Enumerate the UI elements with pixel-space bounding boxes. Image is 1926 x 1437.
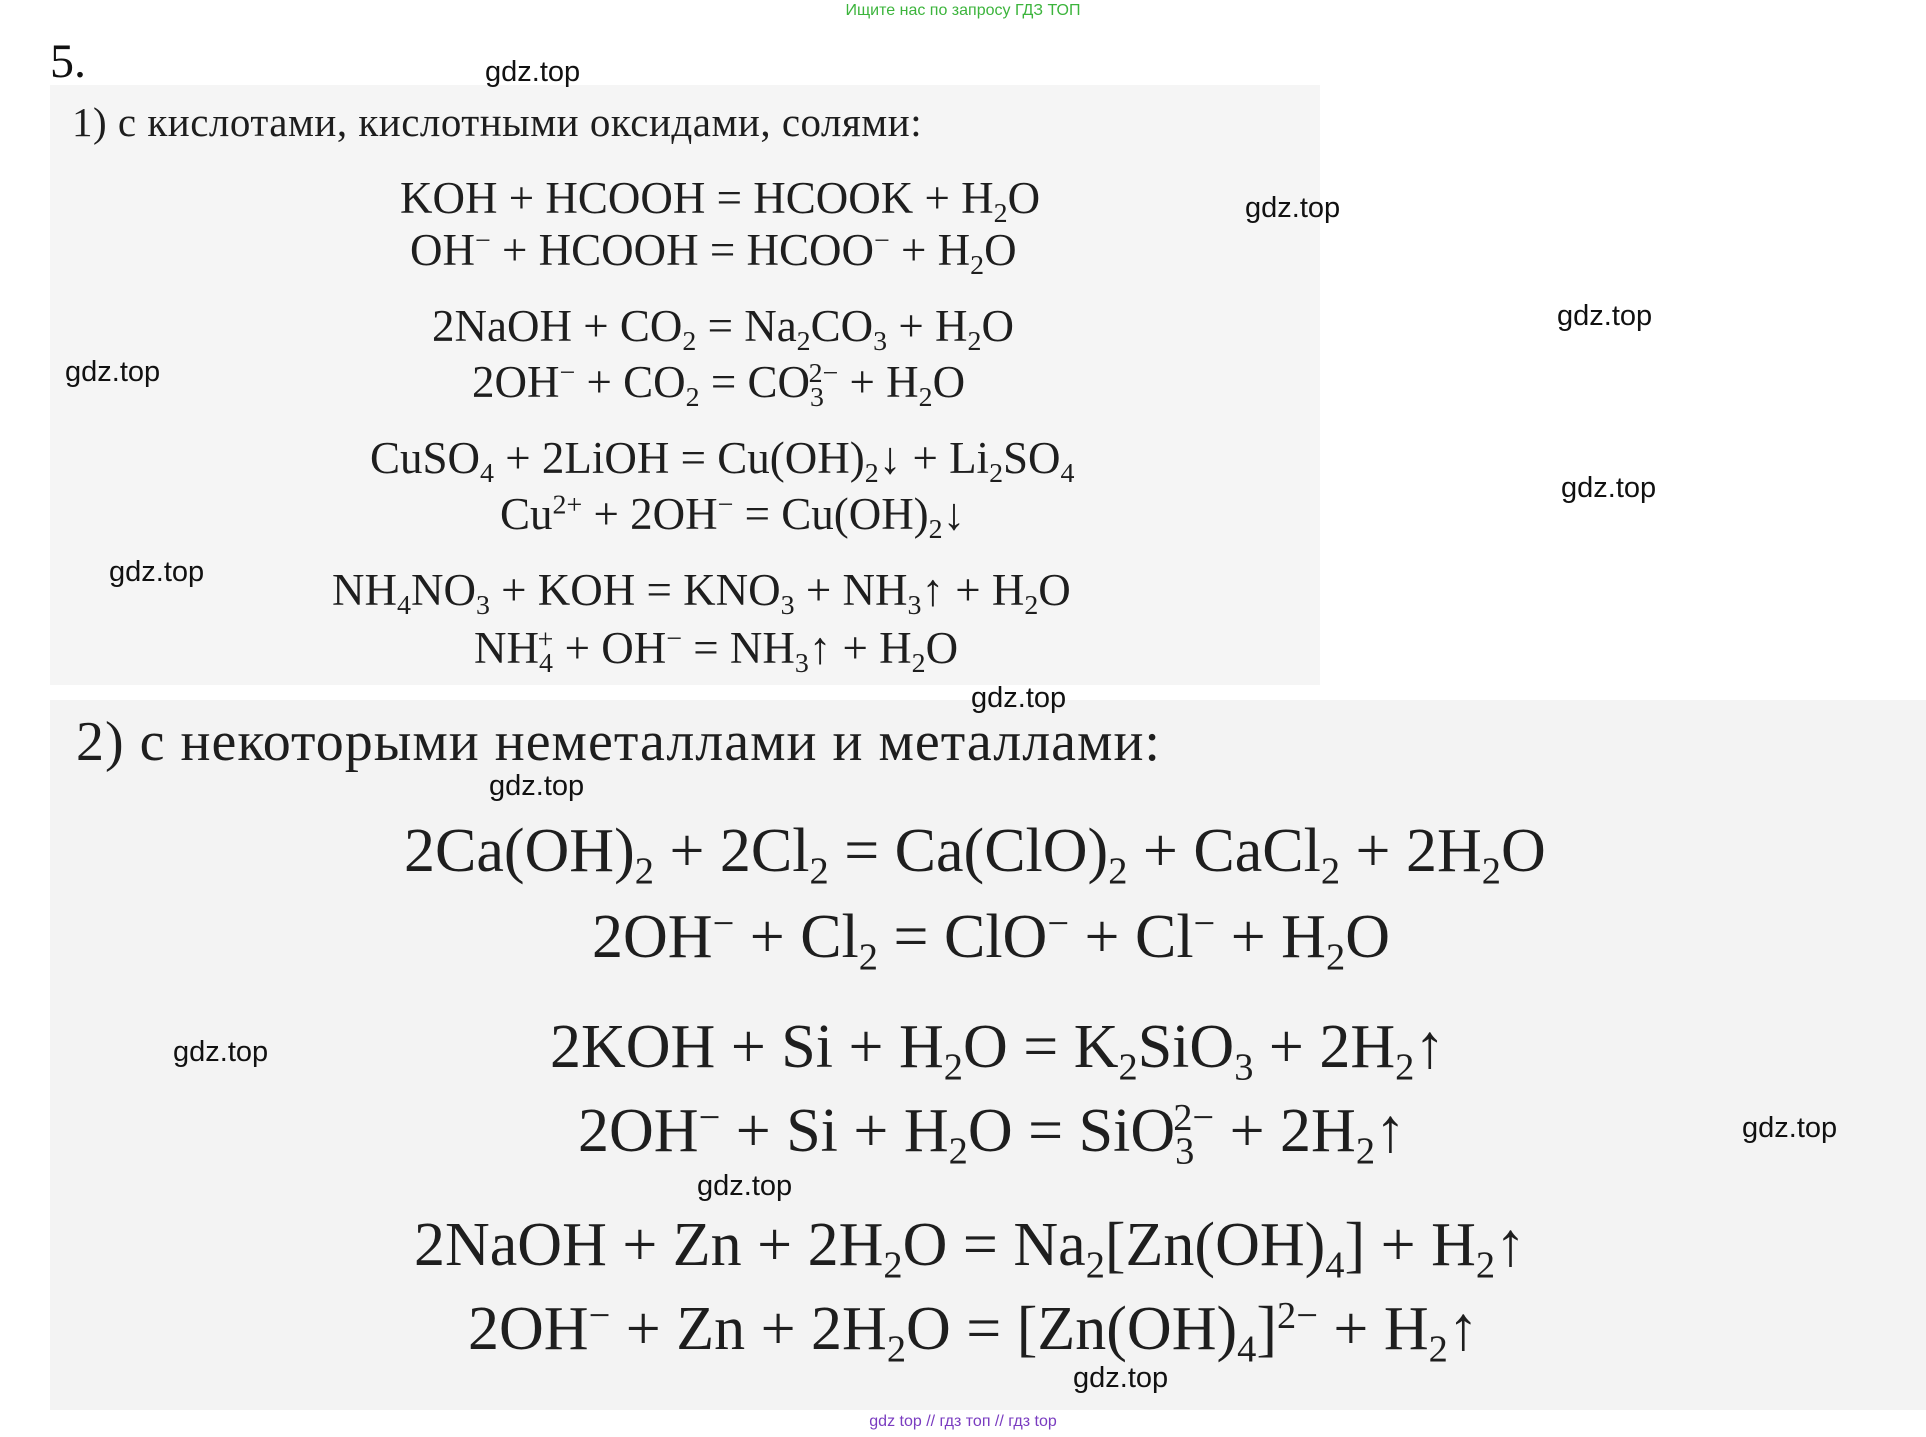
watermark: gdz.top — [173, 1036, 269, 1068]
watermark: gdz.top — [1561, 472, 1657, 504]
equation-ionic-naoh-zn: $2OH^- + Zn + 2H_2O = [Zn(OH)_4]^{2-}$ + $H_2↑$ — [468, 1294, 1479, 1371]
equation-koh-hcooh: KOH + HCOOH = HCOOK + $H_2O$ — [400, 173, 1041, 229]
equation-cuso4-lioh: CuSO$_4$ + 2LiOH = $Cu(OH)_2↓ + Li_2SO_4$ — [370, 433, 1075, 489]
equation-ionic-naoh-co2: $2OH^- + CO_2 = CO_3^{2-} + H_2O$ — [472, 357, 966, 413]
watermark: gdz.top — [1742, 1112, 1838, 1144]
equation-ionic-nh4no3-koh: $NH_4^+ + OH^-$ = $NH_3↑ + H_2O$ — [474, 623, 959, 679]
equation-ionic-caoh2-cl2: $2OH^- + Cl_2 = ClO^- + Cl^- + H_2O$ — [592, 902, 1390, 979]
footer-links[interactable]: gdz top // гдз топ // гдз top — [869, 1413, 1057, 1430]
watermark: gdz.top — [1073, 1362, 1169, 1394]
equation-ionic-cuso4-lioh: $Cu^{2+} + 2OH^-$ = $Cu(OH)_2↓$ — [500, 489, 966, 545]
top-search-link[interactable]: Ищите нас по запросу ГДЗ ТОП — [845, 2, 1081, 19]
watermark: gdz.top — [109, 556, 205, 588]
watermark: gdz.top — [971, 682, 1067, 714]
watermark: gdz.top — [1557, 300, 1653, 332]
section1-heading: 1) с кислотами, кислотными оксидами, солями: — [72, 99, 923, 145]
watermark: gdz.top — [65, 356, 161, 388]
watermark: gdz.top — [697, 1170, 793, 1202]
equation-nh4no3-koh: $NH_4NO_3$ + KOH = $KNO_3$ + $NH_3↑ + H_2O$ — [332, 565, 1071, 621]
watermark: gdz.top — [489, 770, 585, 802]
watermark: gdz.top — [485, 56, 581, 88]
section2-heading: 2) с некоторыми неметаллами и металлами: — [76, 711, 1161, 773]
watermark: gdz.top — [1245, 192, 1341, 224]
equation-koh-si: $2KOH + Si + H_2O = K_2SiO_3$ + $2H_2↑$ — [550, 1013, 1446, 1089]
task-number: 5. — [50, 35, 86, 88]
equation-caoh2-cl2: $2Ca(OH)_2 + 2Cl_2 = Ca(ClO)_2$ + CaCl$_2$ + $2H_2O$ — [404, 817, 1546, 893]
equation-naoh-co2: 2NaOH + $CO_2 = Na_2CO_3 + H_2O$ — [432, 301, 1014, 357]
equation-ionic-koh-si: $2OH^- + Si + H_2O = SiO_3^{2-}$ + $2H_2↑$ — [578, 1096, 1407, 1173]
equation-naoh-zn: 2NaOH + $Zn + 2H_2O = Na_2[Zn(OH)_4]$ + $H_2↑$ — [414, 1211, 1527, 1287]
equation-ionic-koh-hcooh: OH− + HCOOH = HCOO− + $H_2O$ — [410, 225, 1017, 281]
